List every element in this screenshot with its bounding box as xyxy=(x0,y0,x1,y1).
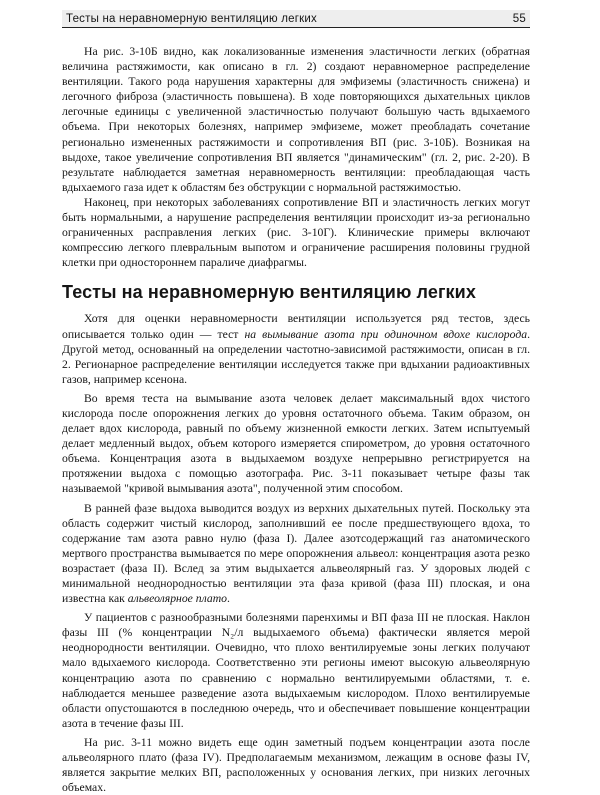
running-title: Тесты на неравномерную вентиляцию легких xyxy=(66,13,317,25)
section-heading: Тесты на неравномерную вентиляцию легких xyxy=(62,282,476,303)
paragraph-1-end: . Другой метод, основанный на определении частотно-зависимой растяжимости, описан в гл. 2. Регионарное распределение вентиляции исследуется также при вдыхании радиоактивных газов, например ксенона. xyxy=(62,327,531,386)
paragraph-3 xyxy=(62,501,530,607)
page-number: 55 xyxy=(512,13,526,25)
intro-section xyxy=(62,44,530,270)
paragraph-4: У пациентов с разнообразными болезнями паренхимы и ВП фаза III не плоская. Наклон фазы III (% концентрации N₂/л выдыхаемого объема) фактически является мерой неоднородности вентиляции. Очевидно, что плохо вентилируемые зоны легких получают мало вдыхаемого кислорода. Соответственно эти регионы имеют высокую альвеолярную концентрацию азота по сравнению с нормально вентилируемыми областями, т. е. наблюдается меньшее разведение азота выдыхаемым кислородом. Плохо вентилируемые области опустошаются в последнюю очередь, что и обеспечивает повышение концентрации азота в течение фазы III. xyxy=(62,611,530,730)
paragraph-intro-1: На рис. 3-10Б видно, как локализованные изменения эластичности легких (обратная величина растяжимости, как описано в гл. 2) создают неравномерное распределение вентиляции. Такого рода нарушения характерны для эмфиземы (эластичность снижена) и легочного фиброза (эластичность повышена). В ходе повторяющихся дыхательных циклов легочные единицы с увеличенной эластичностью получают большую часть вдыхаемого объема. При некоторых болезнях, например эмфиземе, может преобладать сочетание регионально измененных растяжимости и сопротивления ВП (рис. 3-10Б). Возникая на выдохе, такое увеличение сопротивления ВП является "динамическим" (гл. 2, рис. 2-20). В результате наблюдается заметная неравномерность вентиляции: преобладающая часть вдыхаемого газа идет к областям без обструкции с нормальной растяжимостью. xyxy=(62,45,530,194)
paragraph-5: На рис. 3-11 можно видеть еще один заметный подъем концентрации азота после альвеолярного плато (фаза IV). Предполагаемым механизмом, лежащим в основе фазы IV, является закрытие мелких ВП, расположенных у основания легких, при низких легочных объемах. xyxy=(62,735,530,795)
running-header xyxy=(62,10,530,28)
paragraph-1 xyxy=(62,311,530,386)
paragraph-1-emphasis: на вымывание азота при одиночном вдохе кислорода xyxy=(244,327,528,341)
nitrogen-test-section xyxy=(62,311,530,795)
paragraph-2: Во время теста на вымывание азота человек делает максимальный вдох чистого кислорода после опорожнения легких до уровня остаточного объема. Таким образом, он делает вдох кислорода, равный по объему жизненной емкости легких. Затем испытуемый делает медленный выдох, объем которого измеряется спирометром, до уровня остаточного объема. Концентрация азота в выдыхаемом воздухе непрерывно регистрируется на протяжении выдоха с помощью азотографа. Рис. 3-11 показывает четыре фазы так называемой "кривой вымывания азота", полученной этим способом. xyxy=(62,391,530,496)
paragraph-3-end: . xyxy=(227,592,230,606)
paragraph-1-start: Хотя для оценки неравномерности вентиляции используется ряд тестов, здесь описывается только один — тест xyxy=(62,312,530,341)
paragraph-3-start: В ранней фазе выдоха выводится воздух из верхних дыхательных путей. Поскольку эта область содержит чистый кислород, заполнивший ее после предшествующего вдоха, то содержание там азота равно нулю (фаза I). Далее азотсодержащий газ анатомического мертвого пространства вымывается по мере опорожнения альвеол: концентрация азота резко возрастает (фаза II). Вслед за этим выдыхается альвеолярный газ. У здоровых людей с минимальной неоднородностью вентиляции эта фаза кривой (фаза III) плоская, и она известна как xyxy=(62,501,530,606)
paragraph-intro-2: Наконец, при некоторых заболеваниях сопротивление ВП и эластичность легких могут быть нормальными, а нарушение распределения вентиляции происходит из-за регионально ограниченных расправления легких (рис. 3-10Г). Клинические примеры включают компрессию легкого плевральным выпотом и ограничение расширения половины грудной клетки при одностороннем параличе диафрагмы. xyxy=(62,195,530,270)
paragraph-3-emphasis: альвеолярное плато xyxy=(127,592,228,606)
